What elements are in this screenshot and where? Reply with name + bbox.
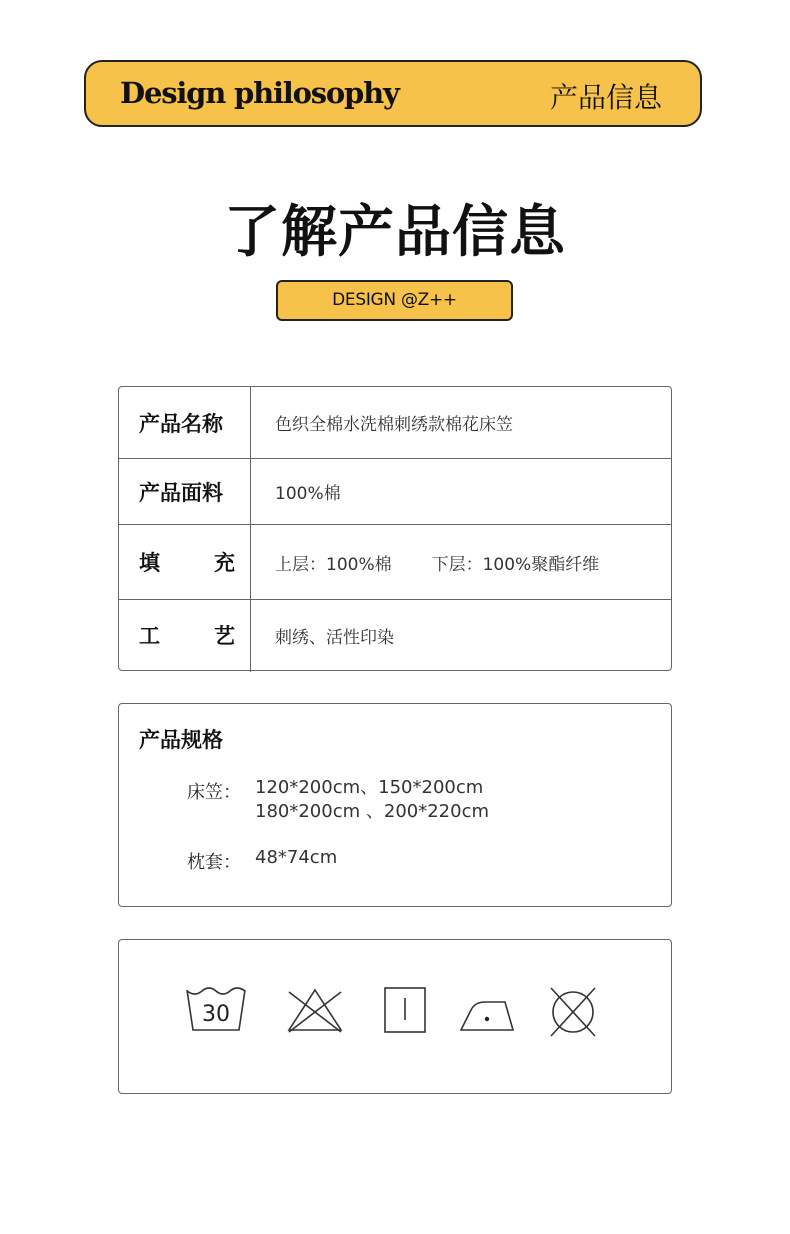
table-row-fabric	[119, 459, 671, 525]
row-label-char: 填	[139, 551, 160, 575]
header-banner	[84, 60, 702, 127]
no-tumble-dry-icon	[545, 986, 609, 1038]
row-value: 刺绣、活性印染	[275, 627, 394, 648]
row-label: 产品面料	[139, 480, 223, 505]
page-title: 了解产品信息	[224, 200, 566, 265]
specs-title: 产品规格	[139, 728, 223, 752]
row-label-char: 艺	[214, 624, 235, 648]
row-value: 色织全棉水洗棉刺绣款棉花床笠	[275, 415, 513, 435]
table-row-craft	[119, 600, 671, 670]
pillowcase-label: 枕套：	[187, 852, 241, 873]
product-specs-box	[118, 703, 672, 907]
iron-low-icon	[457, 986, 521, 1038]
table-row-product-name	[119, 387, 671, 459]
filling-top-layer: 上层：100%棉	[275, 554, 392, 575]
filling-bottom-layer: 下层：100%聚酯纤维	[431, 554, 600, 575]
row-label: 产品名称	[139, 411, 223, 436]
row-label	[139, 525, 235, 599]
wash-30-icon	[185, 986, 249, 1038]
row-value: 100%棉	[275, 484, 341, 504]
line-dry-icon	[381, 986, 445, 1038]
care-instructions-box	[118, 939, 672, 1094]
product-info-table	[118, 386, 672, 671]
pillowcase-size: 48*74cm	[255, 847, 338, 868]
bed-cover-label: 床笠：	[187, 782, 241, 803]
no-bleach-icon	[283, 986, 347, 1038]
header-english-title: Design philosophy	[120, 76, 399, 110]
bed-cover-sizes-line: 180*200cm 、200*220cm	[255, 801, 490, 822]
wash-temperature-label: 30	[202, 1002, 230, 1027]
row-label-char: 充	[214, 551, 235, 575]
header-chinese-title: 产品信息	[549, 81, 662, 114]
bed-cover-sizes	[255, 776, 489, 824]
row-label-char: 工	[139, 624, 160, 648]
table-row-filling	[119, 525, 671, 600]
row-label	[139, 600, 235, 670]
row-value	[275, 525, 599, 599]
bed-cover-sizes-line: 120*200cm、150*200cm	[255, 777, 484, 798]
design-tag: DESIGN @Z++	[276, 280, 513, 321]
